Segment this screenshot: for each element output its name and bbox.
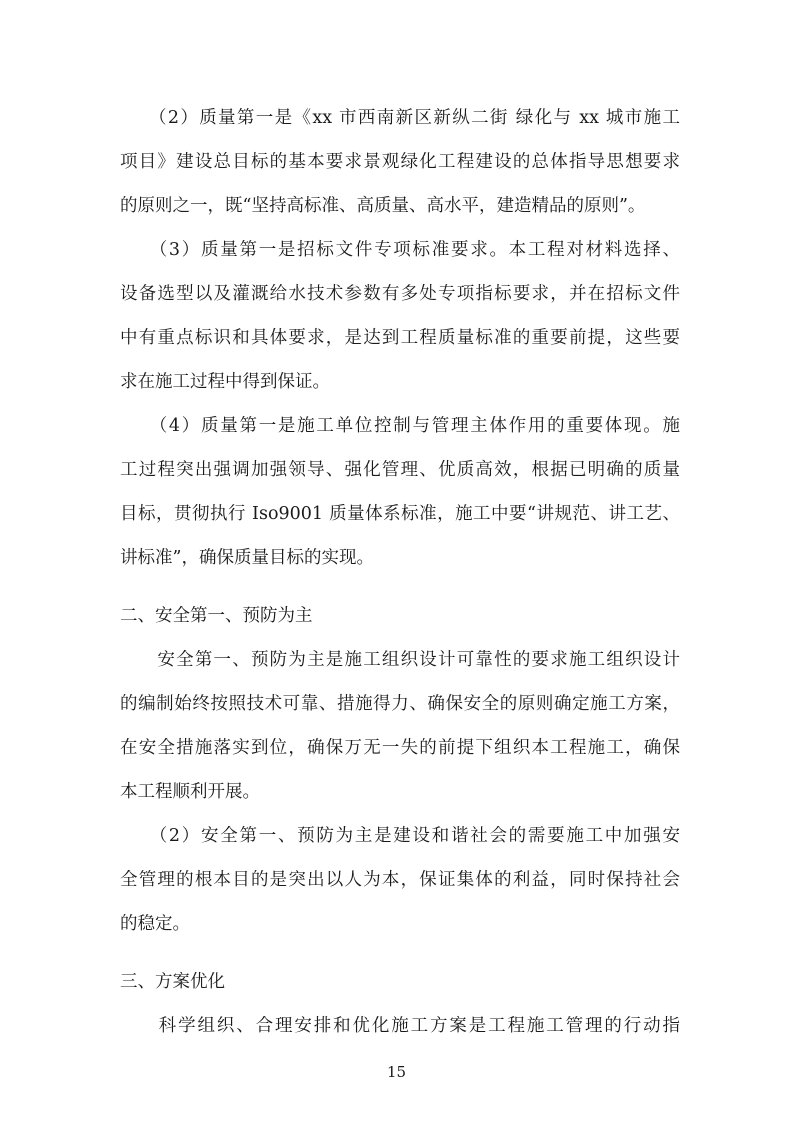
paragraph-quality-4-line-4: 讲标准”，确保质量目标的实现。 [120, 548, 374, 568]
paragraph-safety-1-line-4: 本工程顺利开展。 [120, 782, 260, 802]
paragraph-quality-2-line-1: （2）质量第一是《xx 市西南新区新纵二街 绿化与 xx 城市施工 [120, 108, 680, 128]
paragraph-quality-2-line-2: 项目》建设总目标的基本要求景观绿化工程建设的总体指导思想要求 [120, 152, 680, 172]
paragraph-quality-3-line-2: 设备选型以及灌溉给水技术参数有多处专项指标要求，并在招标文件 [120, 284, 680, 304]
paragraph-safety-1-line-1: 安全第一、预防为主是施工组织设计可靠性的要求施工组织设计 [120, 650, 680, 670]
paragraph-quality-2-line-3: 的原则之一，既“坚持高标准、高质量、高水平，建造精品的原则”。 [120, 196, 646, 216]
paragraph-quality-3-line-1: （3）质量第一是招标文件专项标准要求。本工程对材料选择、 [120, 240, 680, 260]
paragraph-safety-2-line-2: 全管理的根本目的是突出以人为本，保证集体的利益，同时保持社会 [120, 870, 680, 890]
section-heading-optimization: 三、方案优化 [120, 972, 225, 992]
paragraph-quality-4-line-1: （4）质量第一是施工单位控制与管理主体作用的重要体现。施 [120, 416, 680, 436]
paragraph-safety-2-line-3: 的稳定。 [120, 914, 190, 934]
paragraph-quality-3-line-3: 中有重点标识和具体要求，是达到工程质量标准的重要前提，这些要 [120, 328, 680, 348]
page-number: 15 [386, 1063, 407, 1081]
paragraph-safety-1-line-3: 在安全措施落实到位，确保万无一失的前提下组织本工程施工，确保 [120, 738, 680, 758]
paragraph-safety-1-line-2: 的编制始终按照技术可靠、措施得力、确保安全的原则确定施工方案， [120, 694, 680, 714]
paragraph-quality-4-line-2: 工过程突出强调加强领导、强化管理、优质高效，根据已明确的质量 [120, 460, 680, 480]
paragraph-optimization-line-1: 科学组织、合理安排和优化施工方案是工程施工管理的行动指 [120, 1016, 680, 1036]
paragraph-safety-2-line-1: （2）安全第一、预防为主是建设和谐社会的需要施工中加强安 [120, 826, 680, 846]
paragraph-quality-4-line-3: 目标，贯彻执行 Iso9001 质量体系标准，施工中要“讲规范、讲工艺、 [120, 504, 680, 524]
paragraph-quality-3-line-4: 求在施工过程中得到保证。 [120, 372, 330, 392]
section-heading-safety: 二、安全第一、预防为主 [120, 606, 313, 626]
